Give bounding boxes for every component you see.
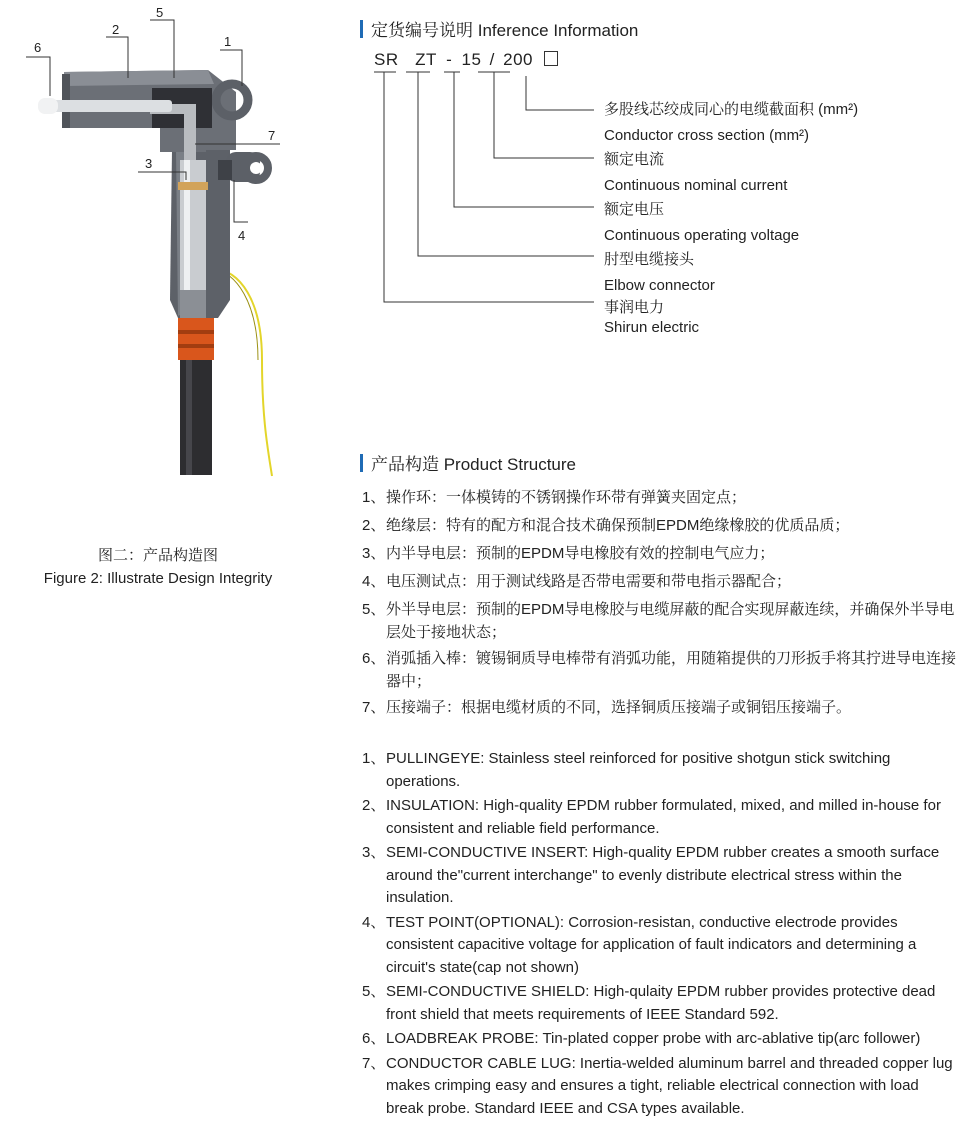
callout-7: 7 xyxy=(268,128,276,143)
cn-item-text: 绝缘层：特有的配方和混合技术确保预制EPDM绝缘橡胶的优质品质； xyxy=(386,517,850,534)
code-current: 200 xyxy=(503,50,534,69)
cn-item-1 xyxy=(362,486,958,509)
orange-band xyxy=(178,318,214,360)
cn-item-number: 6、 xyxy=(362,650,386,667)
cn-item-text: 外半导电层：预制的EPDM导电橡胶与电缆屏蔽的配合实现屏蔽连续，并确保外半导电层处于接地状态； xyxy=(386,601,955,641)
cn-item-text: 操作环：一体模铸的不锈钢操作环带有弹簧夹固定点； xyxy=(386,489,747,506)
cn-item-number: 2、 xyxy=(362,517,386,534)
en-item-number: 7、 xyxy=(362,1054,386,1072)
cn-item-number: 7、 xyxy=(362,699,386,716)
cn-item-text: 压接端子：根据电缆材质的不同，选择铜质压接端子或铜铝压接端子。 xyxy=(386,699,852,716)
row1-cn: 多股线芯绞成同心的电缆截面积 (mm²) xyxy=(604,101,859,118)
en-item-1 xyxy=(362,748,958,793)
en-item-text: CONDUCTOR CABLE LUG: Inertia-welded aluminum barrel and threaded copper lug makes crimping easy and ensures a tight, reliable electrical connection with load break probe. Standard IEEE and CSA types available. xyxy=(386,1054,953,1117)
product-illustration xyxy=(0,0,320,520)
structure-section-title xyxy=(360,450,576,475)
cn-item-7 xyxy=(362,696,958,719)
code-voltage: 15 xyxy=(461,50,482,69)
structure-list-cn xyxy=(362,486,958,719)
cn-item-number: 5、 xyxy=(362,601,386,618)
structure-title-text: 产品构造 Product Structure xyxy=(371,455,577,474)
code-leader-lines xyxy=(360,60,610,310)
cn-item-5 xyxy=(362,598,958,644)
callout-1: 1 xyxy=(224,34,232,49)
en-item-number: 1、 xyxy=(362,750,386,767)
code-zt: ZT xyxy=(415,50,437,69)
en-item-number: 2、 xyxy=(362,797,386,814)
row2-cn: 额定电流 xyxy=(604,151,665,168)
cn-item-4 xyxy=(362,570,958,593)
code-dash: - xyxy=(446,50,453,69)
callout-6: 6 xyxy=(34,40,42,55)
en-item-number: 3、 xyxy=(362,844,386,861)
code-slash: / xyxy=(489,50,495,69)
cn-item-2 xyxy=(362,514,958,537)
en-item-text: PULLINGEYE: Stainless steel reinforced for positive shotgun stick switching operations. xyxy=(386,750,891,790)
callout-2: 2 xyxy=(112,22,120,37)
en-item-text: SEMI-CONDUCTIVE INSERT: High-quality EPDM rubber creates a smooth surface around the"current interchange" to evenly distribute electrical stress within the insulation. xyxy=(386,844,940,906)
row2-en: Continuous nominal current xyxy=(604,177,788,194)
row5-cn: 事润电力 xyxy=(604,299,665,316)
row3-en: Continuous operating voltage xyxy=(604,227,800,244)
loadbreak-probe xyxy=(42,100,172,112)
structure-list-en xyxy=(362,748,958,1120)
cn-item-3 xyxy=(362,542,958,565)
en-item-number: 6、 xyxy=(362,1030,386,1047)
cn-item-text: 消弧插入棒：镀锡铜质导电棒带有消弧功能，用随箱提供的刀形扳手将其拧进导电连接器中； xyxy=(386,650,957,690)
title-accent-bar xyxy=(360,454,363,472)
row4-en: Elbow connector xyxy=(604,277,715,294)
en-item-6 xyxy=(362,1028,958,1051)
cn-item-text: 内半导电层：预制的EPDM导电橡胶有效的控制电气应力； xyxy=(386,545,775,562)
en-item-7 xyxy=(362,1053,958,1121)
figure-caption-cn: 图二：产品构造图 xyxy=(97,547,218,564)
en-item-text: LOADBREAK PROBE: Tin-plated copper probe with arc-ablative tip(arc follower) xyxy=(386,1030,921,1047)
en-item-text: SEMI-CONDUCTIVE SHIELD: High-qulaity EPDM rubber provides protective dead front shield that meets requirements of IEEE Standard 592. xyxy=(386,983,936,1023)
row5-en: Shirun electric xyxy=(604,319,700,336)
en-item-number: 5、 xyxy=(362,983,386,1000)
inference-section-title xyxy=(360,16,638,41)
en-item-number: 4、 xyxy=(362,913,386,931)
inference-rows xyxy=(604,99,858,339)
cn-item-6 xyxy=(362,647,958,693)
row1-en: Conductor cross section (mm²) xyxy=(604,127,810,144)
en-item-text: TEST POINT(OPTIONAL): Corrosion-resistan, conductive electrode provides consistent capacitive voltage for application of fault indicators and determining a circuit's state(cap not shown) xyxy=(386,913,917,976)
callout-3: 3 xyxy=(145,156,153,171)
en-item-text: INSULATION: High-quality EPDM rubber formulated, mixed, and milled in-house for consistent and reliable field performance. xyxy=(386,797,941,837)
callout-4: 4 xyxy=(238,228,246,243)
cn-item-number: 4、 xyxy=(362,573,386,590)
cn-item-number: 1、 xyxy=(362,489,386,506)
cn-item-text: 电压测试点：用于测试线路是否带电需要和带电指示器配合； xyxy=(386,573,792,590)
code-sr: SR xyxy=(374,50,399,69)
en-item-4 xyxy=(362,912,958,980)
callout-5: 5 xyxy=(156,5,164,20)
cable-body xyxy=(180,340,212,475)
cn-item-number: 3、 xyxy=(362,545,386,562)
en-item-2 xyxy=(362,795,958,840)
row4-cn: 肘型电缆接头 xyxy=(604,251,695,268)
title-accent-bar xyxy=(360,20,363,38)
en-item-3 xyxy=(362,842,958,910)
figure-caption-en: Figure 2: Illustrate Design Integrity xyxy=(43,570,273,587)
inference-title-text: 定货编号说明 Inference Information xyxy=(371,21,639,40)
en-item-5 xyxy=(362,981,958,1026)
row3-cn: 额定电压 xyxy=(604,201,665,218)
figure-caption xyxy=(8,544,308,590)
